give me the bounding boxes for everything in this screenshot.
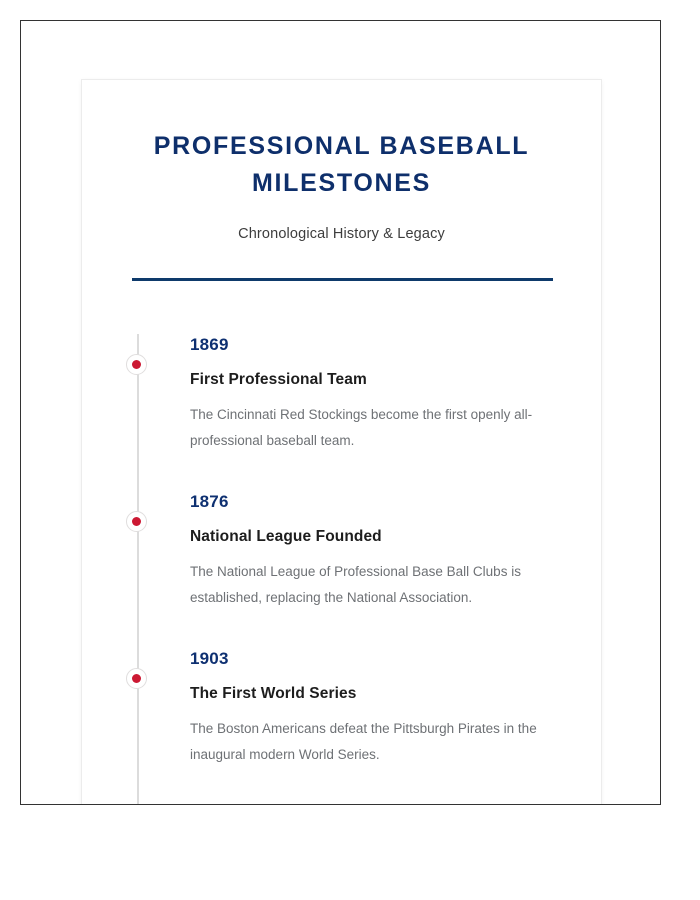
timeline-entry-description: The Boston Americans defeat the Pittsburgh Pirates in the inaugural modern World Series. [190, 721, 537, 762]
timeline-entry [132, 334, 551, 453]
timeline-dot-icon [126, 354, 147, 375]
page-subtitle: Chronological History & Legacy [238, 226, 445, 242]
page-viewport-frame [20, 20, 661, 805]
timeline [132, 334, 551, 805]
timeline-entry-title: National League Founded [190, 528, 382, 546]
timeline-entry-year: 1876 [190, 491, 229, 511]
document-content [82, 80, 601, 805]
timeline-entry-description: The National League of Professional Base Ball Clubs is established, replacing the National Association. [190, 564, 521, 605]
timeline-entry-year: 1903 [190, 648, 229, 668]
page-title: PROFESSIONAL BASEBALL MILESTONES [153, 132, 530, 197]
timeline-dot-icon [126, 668, 147, 689]
timeline-entry [132, 648, 551, 767]
timeline-entry-title: First Professional Team [190, 371, 367, 389]
document-header [132, 128, 551, 281]
timeline-entry [132, 491, 551, 610]
document-card [81, 79, 602, 805]
timeline-entry-description: The Cincinnati Red Stockings become the first openly all-professional baseball team. [190, 407, 533, 448]
timeline-dot-icon [126, 511, 147, 532]
timeline-entry-year: 1869 [190, 335, 229, 354]
header-divider-rule [132, 278, 553, 281]
timeline-entry-title: The First World Series [190, 685, 357, 703]
